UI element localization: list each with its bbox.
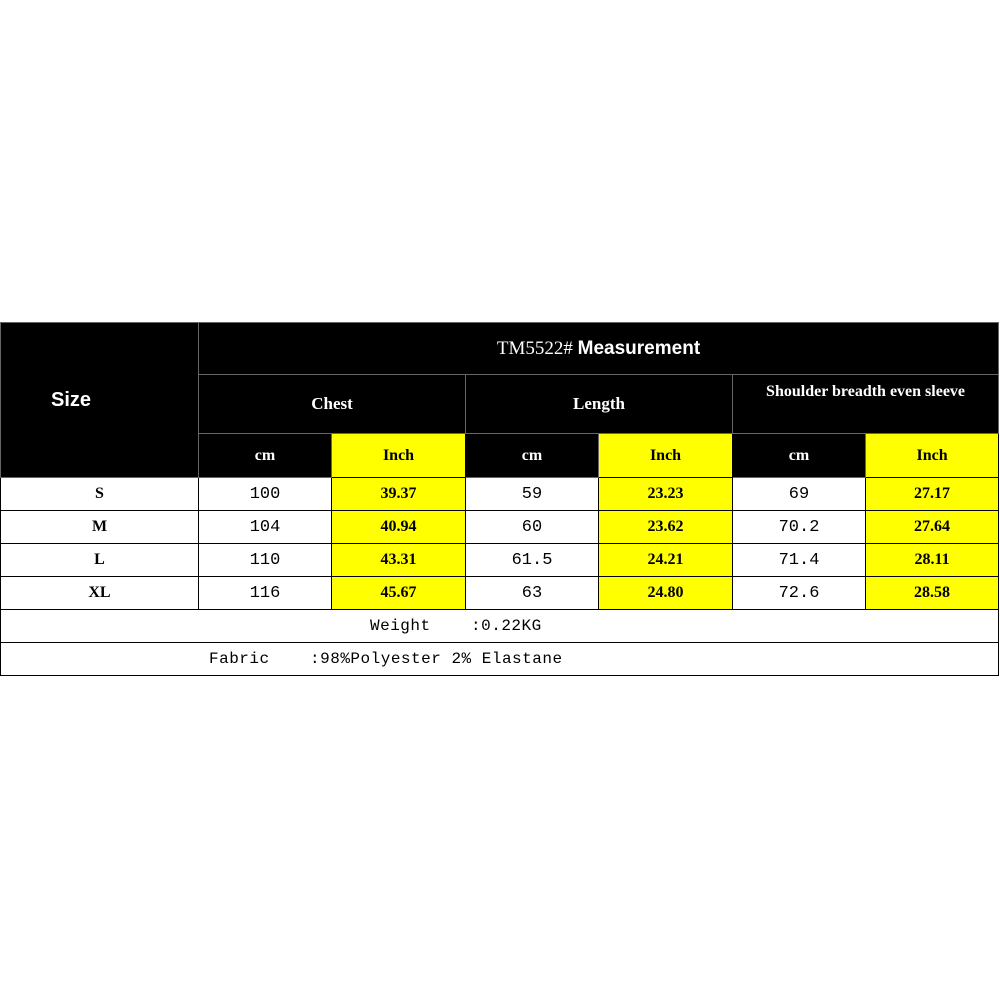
- chest-cm-cell: 100: [199, 478, 332, 511]
- chest-inch-cell: 40.94: [332, 511, 466, 544]
- size-header: Size: [1, 323, 199, 478]
- length-inch-cell: 23.23: [599, 478, 733, 511]
- length-inch-cell: 24.80: [599, 577, 733, 610]
- shoulder-cm-cell: 72.6: [733, 577, 866, 610]
- size-cell: L: [1, 544, 199, 577]
- size-cell: M: [1, 511, 199, 544]
- table-title: [199, 323, 999, 375]
- length-cm-cell: 59: [466, 478, 599, 511]
- length-cm-cell: 63: [466, 577, 599, 610]
- size-cell: XL: [1, 577, 199, 610]
- weight-row: [1, 610, 999, 643]
- table-row: [1, 577, 999, 610]
- length-cm-cell: 60: [466, 511, 599, 544]
- table-row: [1, 511, 999, 544]
- shoulder-inch-cell: 28.11: [866, 544, 999, 577]
- shoulder-inch-cell: 28.58: [866, 577, 999, 610]
- chest-cm-cell: 104: [199, 511, 332, 544]
- fabric-row: [1, 643, 999, 676]
- group-length: Length: [466, 375, 733, 434]
- table-row: [1, 544, 999, 577]
- length-inch-cell: 23.62: [599, 511, 733, 544]
- shoulder-inch-cell: 27.17: [866, 478, 999, 511]
- shoulder-cm-cell: 71.4: [733, 544, 866, 577]
- title-row: [1, 323, 999, 375]
- weight-info: Weight :0.22KG: [1, 610, 999, 643]
- title-word: Measurement: [577, 337, 701, 359]
- chest-cm-cell: 110: [199, 544, 332, 577]
- unit-cm: cm: [733, 434, 866, 478]
- shoulder-cm-cell: 70.2: [733, 511, 866, 544]
- unit-inch: Inch: [866, 434, 999, 478]
- table-row: [1, 478, 999, 511]
- length-inch-cell: 24.21: [599, 544, 733, 577]
- chest-inch-cell: 45.67: [332, 577, 466, 610]
- fabric-info: Fabric :98%Polyester 2% Elastane: [1, 643, 999, 676]
- chest-cm-cell: 116: [199, 577, 332, 610]
- shoulder-cm-cell: 69: [733, 478, 866, 511]
- size-cell: S: [1, 478, 199, 511]
- group-shoulder: Shoulder breadth even sleeve: [733, 375, 999, 434]
- chest-inch-cell: 39.37: [332, 478, 466, 511]
- title-code: TM5522#: [496, 337, 573, 359]
- length-cm-cell: 61.5: [466, 544, 599, 577]
- shoulder-inch-cell: 27.64: [866, 511, 999, 544]
- chest-inch-cell: 43.31: [332, 544, 466, 577]
- unit-cm: cm: [199, 434, 332, 478]
- group-chest: Chest: [199, 375, 466, 434]
- unit-inch: Inch: [332, 434, 466, 478]
- unit-cm: cm: [466, 434, 599, 478]
- size-chart-table: [0, 322, 999, 676]
- unit-inch: Inch: [599, 434, 733, 478]
